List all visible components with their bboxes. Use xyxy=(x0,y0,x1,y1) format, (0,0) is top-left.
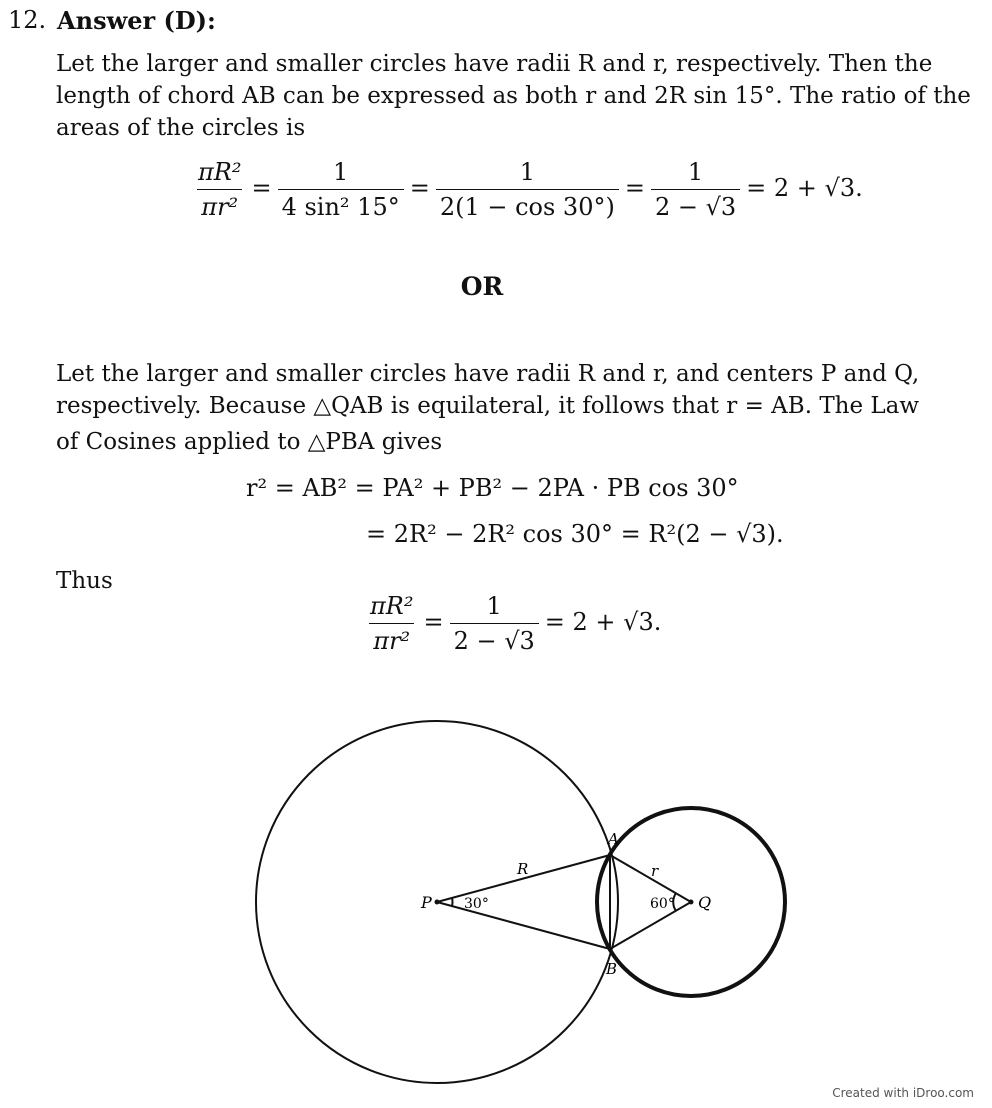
law-of-cosines-line-2: = 2R² − 2R² cos 30° = R²(2 − √3). xyxy=(366,520,784,548)
numerator: 1 xyxy=(333,158,349,186)
denominator: πr² xyxy=(197,189,242,221)
or-separator: OR xyxy=(460,272,504,301)
label-angle-p: 30° xyxy=(464,896,489,912)
ratio-equation-2: $\frac{\text{πR²}}{\text{πr²}}$ = $\frac{1}{2 - √3}$ = 2 + √3. xyxy=(360,592,661,655)
numerator: πR² xyxy=(198,158,242,186)
paragraph-1-line-3: areas of the circles is xyxy=(56,115,306,141)
denominator: 2 − √3 xyxy=(651,189,740,221)
numerator: 1 xyxy=(519,158,535,186)
numerator: 1 xyxy=(486,592,502,620)
answer-heading: Answer (D): xyxy=(57,6,216,35)
point-q xyxy=(689,900,694,905)
segment-pb xyxy=(437,902,610,949)
label-radius-small: r xyxy=(651,862,659,880)
paragraph-2-line-3: of Cosines applied to △PBA gives xyxy=(56,429,443,455)
equation-result: = 2 + √3. xyxy=(746,174,863,202)
equation-result: = 2 + √3. xyxy=(544,608,662,636)
paragraph-2-line-1: Let the larger and smaller circles have radii R and r, and centers P and Q, xyxy=(56,361,920,387)
label-b: B xyxy=(606,960,618,978)
denominator: πr² xyxy=(369,623,414,655)
credit-watermark: Created with iDroo.com xyxy=(832,1086,974,1100)
paragraph-1-line-1: Let the larger and smaller circles have radii R and r, respectively. Then the xyxy=(56,51,933,77)
denominator: 2 − √3 xyxy=(450,623,539,655)
label-q: Q xyxy=(698,893,712,912)
thus-label: Thus xyxy=(56,568,113,594)
law-of-cosines-line-1: r² = AB² = PA² + PB² − 2PA · PB cos 30° xyxy=(246,474,739,502)
point-p xyxy=(435,900,440,905)
label-angle-q: 60° xyxy=(650,896,675,912)
paragraph-2-line-2: respectively. Because △QAB is equilateral, it follows that r = AB. The Law xyxy=(56,393,920,419)
numerator: πR² xyxy=(370,592,414,620)
ratio-equation-1: $\frac{\text{πR²}}{\text{πr²}}$ = $\frac{1}{\text{4 sin² 15°}}$ = $\frac{1}{2(1 - \cos 30^\circ)}$ = $\frac{1}{2 - √3}$ = 2 + √3. xyxy=(188,158,863,221)
paragraph-1-line-2: length of chord AB can be expressed as both r and 2R sin 15°. The ratio of the xyxy=(56,83,971,109)
numerator: 1 xyxy=(687,158,704,186)
label-radius-large: R xyxy=(517,860,529,878)
problem-number: 12. xyxy=(8,6,47,34)
angle-arc-p xyxy=(452,898,453,906)
label-p: P xyxy=(421,893,432,912)
label-a: A xyxy=(608,830,619,848)
denominator: 2(1 − cos 30°) xyxy=(436,189,619,221)
denominator: 4 sin² 15° xyxy=(278,189,404,221)
